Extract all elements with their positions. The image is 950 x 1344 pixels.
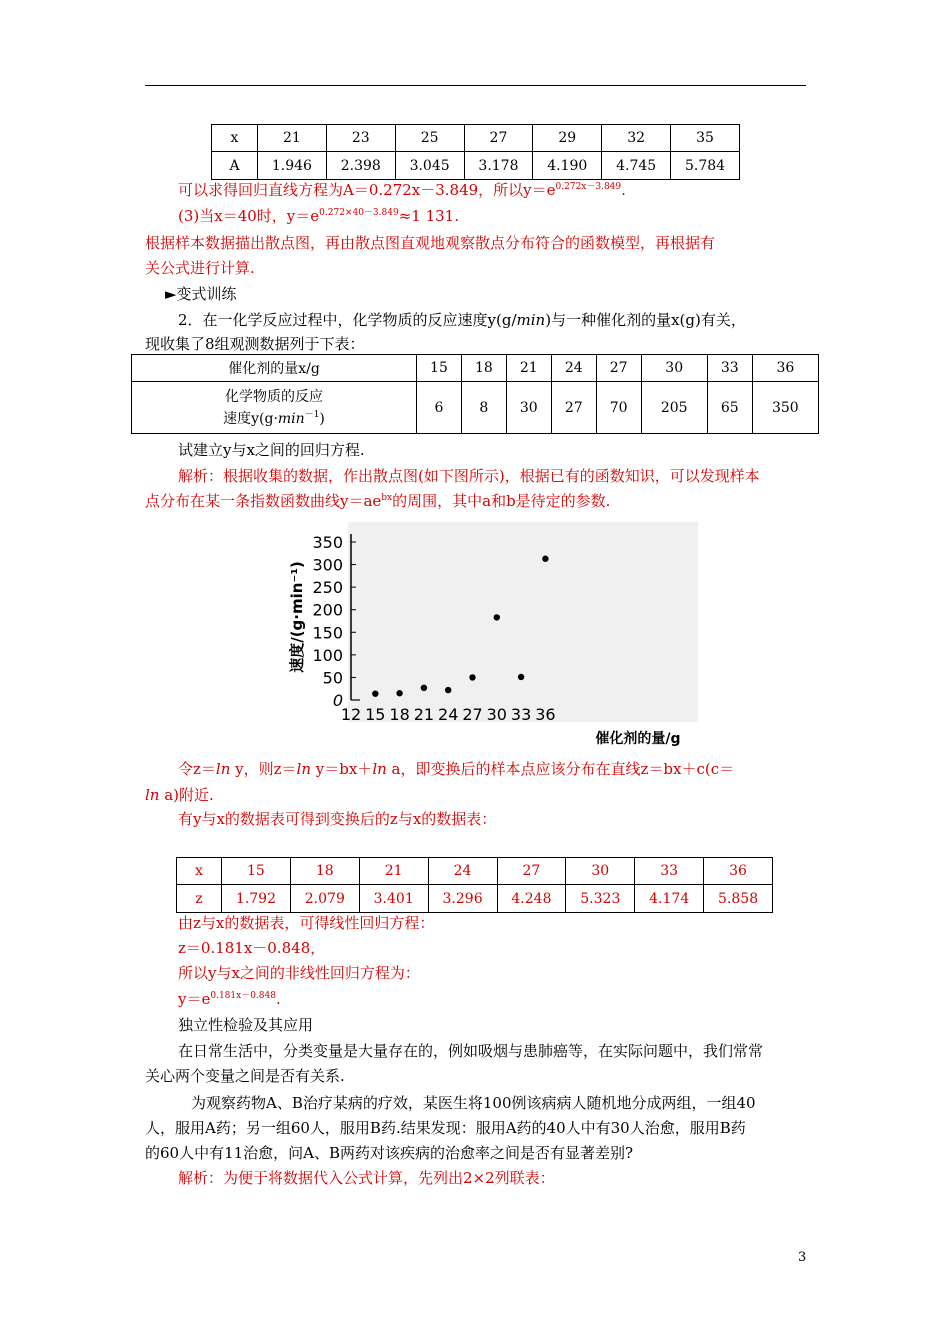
table-cell: 15 <box>417 355 462 382</box>
table-cell: 5.323 <box>566 885 635 913</box>
table-cell: 催化剂的量x/g <box>132 355 417 382</box>
table-cell: 5.858 <box>704 885 773 913</box>
text-span: )与一种催化剂的量x(g)有关， <box>545 311 746 329</box>
transform-text-1 <box>178 759 734 779</box>
table-x-z <box>176 857 773 913</box>
table-cell: 30 <box>506 382 551 434</box>
solution-text-3 <box>178 1168 555 1188</box>
x-tick-label: 15 <box>365 705 386 724</box>
data-point <box>518 674 524 680</box>
exponent: bx <box>381 493 393 503</box>
text-span: . <box>621 181 626 199</box>
table-cell: 36 <box>704 858 773 885</box>
table-cell: 29 <box>533 125 602 152</box>
conclusion-text-1: 由z与x的数据表，可得线性回归方程： <box>178 914 435 932</box>
x-tick-label: 21 <box>413 705 435 724</box>
scatter-chart-svg <box>268 522 698 752</box>
table-cell: 27 <box>497 858 566 885</box>
text-span: 可以求得回归直线方程为A＝0.272x－3.849，所以y＝e <box>178 181 556 199</box>
text-span: ：根据收集的数据，作出散点图(如下图所示)，根据已有的函数知识，可以发现样本 <box>208 467 760 485</box>
text-span: y＝e <box>178 990 211 1008</box>
problem-text-1 <box>178 310 746 330</box>
page-number: 3 <box>798 1250 807 1265</box>
exponent: －1 <box>304 409 320 420</box>
data-point <box>542 556 548 562</box>
table-cell: 36 <box>752 355 818 382</box>
table-cell: x <box>212 125 258 152</box>
y-tick-label: 100 <box>312 645 343 665</box>
exponent: 0.272×40－3.849 <box>319 208 399 218</box>
table-cell: 4.174 <box>635 885 704 913</box>
table-cell: 3.178 <box>464 152 533 180</box>
exponent: 0.181x－0.848 <box>210 991 276 1001</box>
text-span: y，则z＝ <box>230 760 297 778</box>
x-tick-label: 30 <box>486 705 507 724</box>
x-tick-label: 12 <box>340 705 362 724</box>
y-tick-label: 250 <box>312 578 343 598</box>
solution-text-1 <box>178 466 760 486</box>
table-cell <box>132 382 417 434</box>
text-span: ln <box>296 760 311 778</box>
section-heading-exercise: ►变式训练 <box>165 285 237 303</box>
table-cell: 65 <box>707 382 752 434</box>
transform-text-3: 有y与x的数据表可得到变换后的z与x的数据表： <box>178 810 497 828</box>
text-span: a)附近. <box>159 786 214 804</box>
table-cell: 18 <box>290 858 359 885</box>
method-text-2: 关公式进行计算. <box>145 259 255 277</box>
data-point <box>445 687 451 693</box>
table-cell: 1.946 <box>258 152 327 180</box>
text-span: a，即变换后的样本点应该分布在直线z＝bx＋c(c＝ <box>386 760 735 778</box>
table-cell: 3.045 <box>395 152 464 180</box>
y-tick-label: 150 <box>312 623 343 643</box>
table-cell: 30 <box>641 355 707 382</box>
table-cell: 3.401 <box>359 885 428 913</box>
text-span: ) <box>319 410 325 427</box>
table-cell: 18 <box>461 355 506 382</box>
linear-equation: z＝0.181x－0.848， <box>178 939 326 957</box>
data-point <box>372 690 378 696</box>
table-cell: 30 <box>566 858 635 885</box>
example-text-2: 人，服用A药；另一组60人，服用B药.结果发现：服用A药的40人中有30人治愈，服用B药 <box>145 1119 746 1137</box>
header-rule <box>145 85 806 86</box>
table-row <box>177 885 773 913</box>
text-span: . <box>275 990 281 1008</box>
table-cell: 5.784 <box>671 152 740 180</box>
table-cell: 1.792 <box>222 885 291 913</box>
x-tick-label: 18 <box>389 705 410 724</box>
table-cell: 2.079 <box>290 885 359 913</box>
regression-line-text <box>178 180 626 200</box>
table-cell: 25 <box>395 125 464 152</box>
x-tick-label: 27 <box>462 705 483 724</box>
table-cell: 27 <box>596 355 641 382</box>
text-span: ln <box>215 760 231 778</box>
table-row <box>177 858 773 885</box>
table-cell: 21 <box>506 355 551 382</box>
text-span: ln <box>372 760 387 778</box>
table-row <box>132 355 819 382</box>
table-cell: 32 <box>602 125 671 152</box>
table-cell: 205 <box>641 382 707 434</box>
table-cell: 21 <box>258 125 327 152</box>
table-row <box>212 152 740 180</box>
paragraph-text-2: 关心两个变量之间是否有关系. <box>145 1067 345 1085</box>
example-text-3: 的60人中有11治愈，问A、B两药对该疾病的治愈率之间是否有显著差别? <box>145 1144 634 1162</box>
conclusion-text-2: 所以y与x之间的非线性回归方程为： <box>178 964 420 982</box>
table-cell: 15 <box>222 858 291 885</box>
text-span: (3)当x＝40时，y＝e <box>178 207 320 225</box>
text-span: 的周围，其中a和b是待定的参数. <box>392 492 611 510</box>
example-text-1: 为观察药物A、B治疗某病的疗效，某医生将100例该病病人随机地分成两组，一组40 <box>191 1094 756 1112</box>
data-point <box>396 690 402 696</box>
table-cell: 27 <box>464 125 533 152</box>
y-tick-label: 350 <box>312 533 343 552</box>
table-cell: 24 <box>428 858 497 885</box>
table-cell: A <box>212 152 258 180</box>
table-cell: 4.745 <box>602 152 671 180</box>
y-tick-label: 200 <box>312 600 343 620</box>
table-cell: 4.248 <box>497 885 566 913</box>
estimate-text <box>178 206 459 226</box>
solution-text-2 <box>145 491 610 511</box>
text-span: ：为便于将数据代入公式计算，先列出2×2列联表： <box>208 1169 555 1187</box>
table-cell: x <box>177 858 222 885</box>
table-cell: 350 <box>752 382 818 434</box>
exponent: 0.272x－3.849 <box>555 182 622 192</box>
method-text-1: 根据样本数据描出散点图，再由散点图直观地观察散点分布符合的函数模型，再根据有 <box>145 234 716 252</box>
table-cell: 3.296 <box>428 885 497 913</box>
text-span: ≈1 131. <box>398 207 459 225</box>
y-tick-label: 50 <box>322 668 343 688</box>
text-span: 化学物质的反应 <box>225 388 323 405</box>
table-cell: 6 <box>417 382 462 434</box>
text-span: 速度y(g· <box>223 410 278 427</box>
solution-label: 解析 <box>178 467 209 485</box>
table-cell: 33 <box>707 355 752 382</box>
data-point <box>494 614 500 620</box>
table-cell: 8 <box>461 382 506 434</box>
table-catalyst-speed <box>131 354 819 434</box>
table-cell: 33 <box>635 858 704 885</box>
data-point <box>469 674 475 680</box>
solution-label: 解析 <box>178 1169 209 1187</box>
x-tick-label: 36 <box>535 705 556 724</box>
problem-question: 试建立y与x之间的回归方程. <box>178 441 365 459</box>
table-cell: 70 <box>596 382 641 434</box>
nonlinear-equation <box>178 989 281 1009</box>
table-row <box>212 125 740 152</box>
section-heading-independence: 独立性检验及其应用 <box>178 1016 314 1034</box>
text-span: 点分布在某一条指数函数曲线y＝ae <box>145 492 382 510</box>
transform-text-2 <box>145 785 214 805</box>
text-span: ln <box>145 786 160 804</box>
table-row <box>132 382 819 434</box>
table-cell: 4.190 <box>533 152 602 180</box>
x-tick-label: 33 <box>510 705 532 724</box>
table-cell: 27 <box>551 382 596 434</box>
table-cell: 23 <box>326 125 395 152</box>
table-cell: 21 <box>359 858 428 885</box>
text-span: 2．在一化学反应过程中，化学物质的反应速度y(g/ <box>178 311 517 329</box>
table-x-a <box>211 124 740 180</box>
text-span: y＝bx＋ <box>311 760 373 778</box>
x-axis-label: 催化剂的量/g <box>595 731 681 747</box>
problem-text-2: 现收集了8组观测数据列于下表： <box>145 335 365 353</box>
text-span: min <box>277 410 305 427</box>
x-tick-label: 24 <box>438 705 459 724</box>
text-span: min <box>516 311 546 329</box>
y-tick-label: 0 <box>332 691 343 710</box>
table-cell: 35 <box>671 125 740 152</box>
scatter-chart <box>268 522 698 752</box>
table-cell: z <box>177 885 222 913</box>
paragraph-text-1: 在日常生活中，分类变量是大量存在的，例如吸烟与患肺癌等，在实际问题中，我们常常 <box>178 1042 764 1060</box>
data-point <box>421 685 427 691</box>
table-cell: 24 <box>551 355 596 382</box>
text-span: 令z＝ <box>178 760 216 778</box>
y-tick-label: 300 <box>312 555 343 575</box>
y-axis-label: 速度/(g·min⁻¹) <box>288 561 306 673</box>
table-cell: 2.398 <box>326 152 395 180</box>
